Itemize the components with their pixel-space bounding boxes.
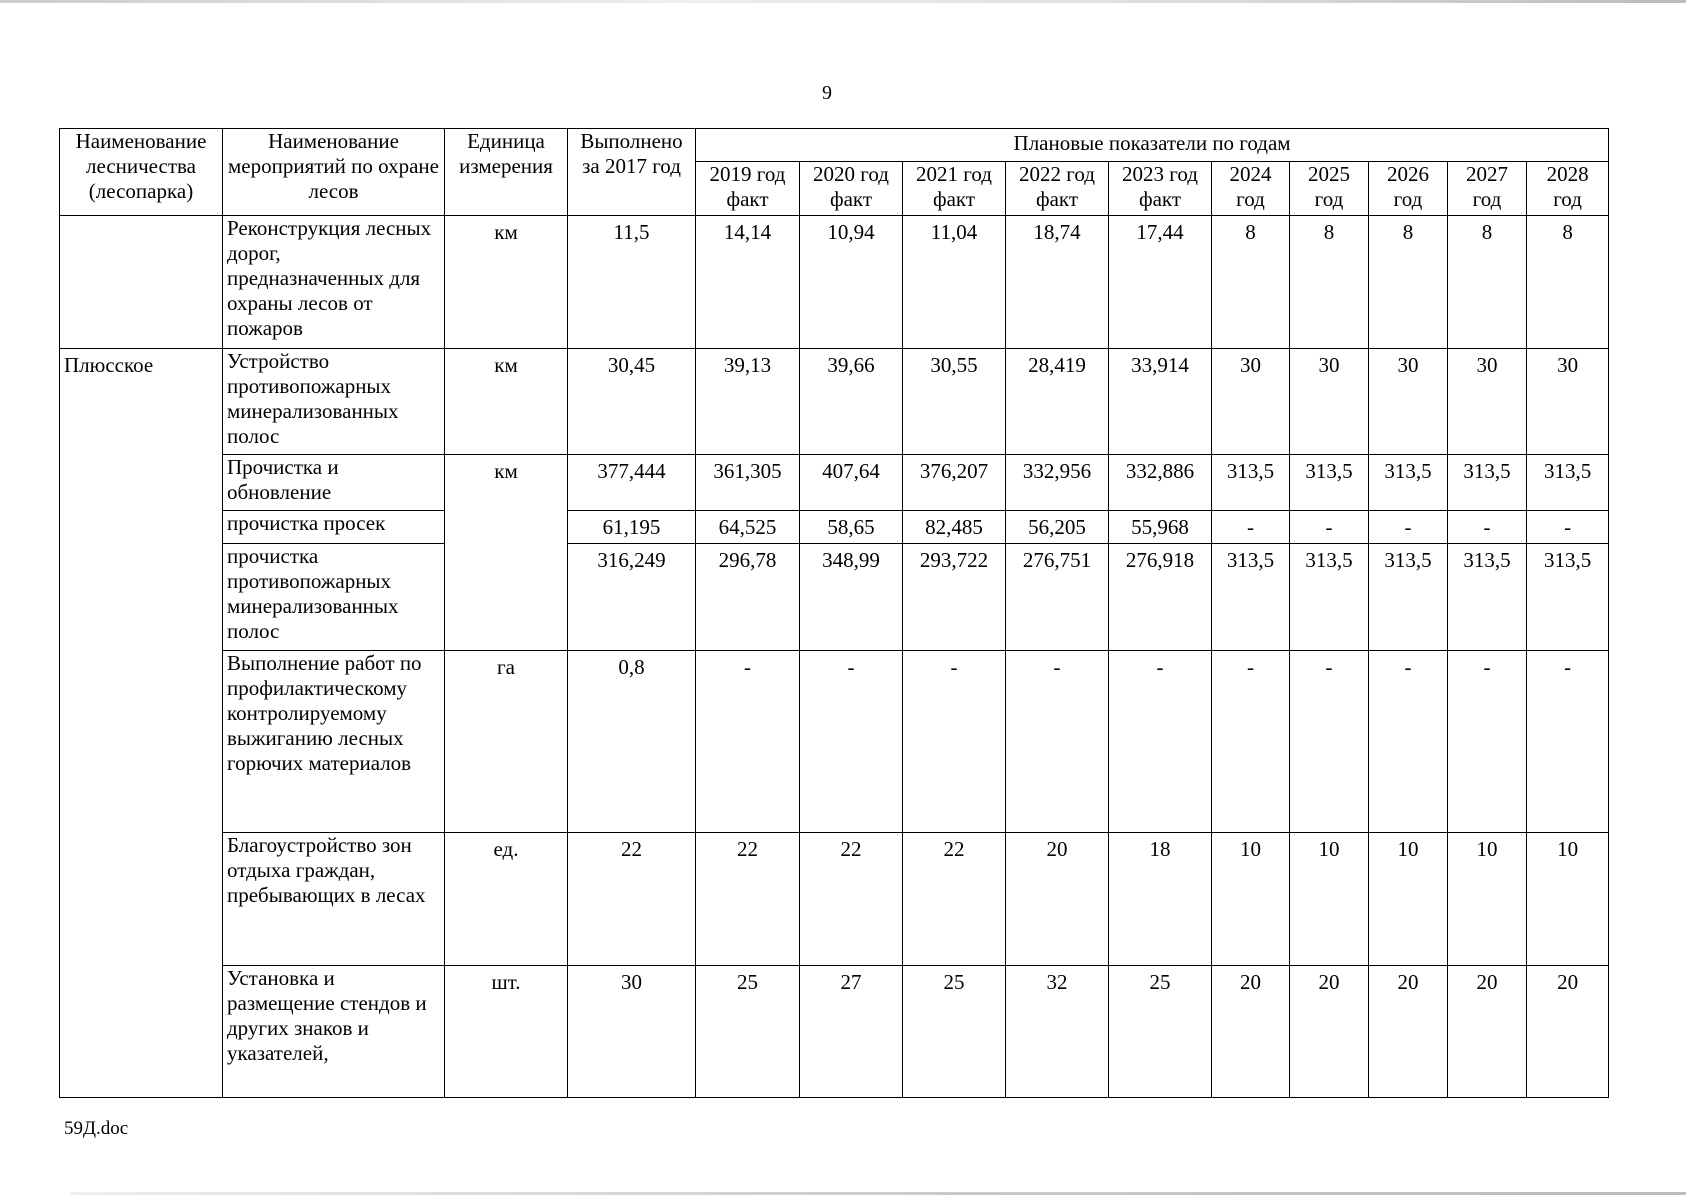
scan-edge-top [0, 0, 1686, 3]
value-cell: - [1212, 511, 1290, 544]
value-cell: 20 [1448, 966, 1527, 1098]
value-cell: 313,5 [1527, 544, 1609, 651]
value-cell: 20 [1369, 966, 1448, 1098]
forestry-cell [60, 216, 223, 349]
value-cell: 25 [903, 966, 1006, 1098]
table-row [60, 651, 1609, 833]
measure-cell: Реконструкция лесных дорог, предназначенных для охраны лесов от пожаров [223, 216, 445, 349]
value-cell: 14,14 [696, 216, 800, 349]
value-cell: - [903, 651, 1006, 833]
forest-protection-table [59, 128, 1609, 1098]
value-cell: 313,5 [1290, 544, 1369, 651]
footer-filename: 59Д.doc [64, 1118, 129, 1139]
table-row [60, 349, 1609, 455]
header-year: 2026 год [1369, 162, 1448, 216]
unit-cell: км [445, 349, 568, 455]
value-cell: 20 [1290, 966, 1369, 1098]
header-year: 2023 год факт [1109, 162, 1212, 216]
value-cell: 25 [696, 966, 800, 1098]
done-2017-cell: 0,8 [568, 651, 696, 833]
header-plan: Плановые показатели по годам [696, 129, 1609, 162]
value-cell: 58,65 [800, 511, 903, 544]
value-cell: 8 [1290, 216, 1369, 349]
value-cell: 17,44 [1109, 216, 1212, 349]
value-cell: 30 [1369, 349, 1448, 455]
value-cell: 10 [1212, 833, 1290, 966]
value-cell: 313,5 [1527, 455, 1609, 511]
value-cell: 30,55 [903, 349, 1006, 455]
header-year: 2021 год факт [903, 162, 1006, 216]
value-cell: 18,74 [1006, 216, 1109, 349]
value-cell: 20 [1212, 966, 1290, 1098]
value-cell: 376,207 [903, 455, 1006, 511]
table-row [60, 511, 1609, 544]
value-cell: 313,5 [1212, 455, 1290, 511]
value-cell: 30 [1290, 349, 1369, 455]
value-cell: 64,525 [696, 511, 800, 544]
value-cell: 11,04 [903, 216, 1006, 349]
done-2017-cell: 30,45 [568, 349, 696, 455]
header-unit: Единица измерения [445, 129, 568, 216]
table-row [60, 544, 1609, 651]
value-cell: 20 [1006, 833, 1109, 966]
done-2017-cell: 61,195 [568, 511, 696, 544]
value-cell: 10 [1369, 833, 1448, 966]
value-cell: 296,78 [696, 544, 800, 651]
scan-edge-bottom [70, 1192, 1686, 1195]
value-cell: - [1369, 651, 1448, 833]
value-cell: - [1290, 651, 1369, 833]
value-cell: 313,5 [1212, 544, 1290, 651]
forestry-cell: Плюсское [60, 349, 223, 1098]
done-2017-cell: 22 [568, 833, 696, 966]
header-year: 2024 год [1212, 162, 1290, 216]
value-cell: 32 [1006, 966, 1109, 1098]
value-cell: 313,5 [1369, 544, 1448, 651]
value-cell: 22 [800, 833, 903, 966]
done-2017-cell: 377,444 [568, 455, 696, 511]
value-cell: - [1527, 511, 1609, 544]
unit-cell: ед. [445, 833, 568, 966]
measure-cell: прочистка противопожарных минерализованных полос [223, 544, 445, 651]
header-year: 2028 год [1527, 162, 1609, 216]
measure-cell: Прочистка и обновление [223, 455, 445, 511]
measure-cell: Благоустройство зон отдыха граждан, пребывающих в лесах [223, 833, 445, 966]
value-cell: - [1006, 651, 1109, 833]
value-cell: 8 [1369, 216, 1448, 349]
value-cell: - [1109, 651, 1212, 833]
value-cell: - [1527, 651, 1609, 833]
value-cell: 39,66 [800, 349, 903, 455]
value-cell: - [1369, 511, 1448, 544]
value-cell: 8 [1212, 216, 1290, 349]
value-cell: 276,751 [1006, 544, 1109, 651]
value-cell: 332,956 [1006, 455, 1109, 511]
value-cell: - [1448, 511, 1527, 544]
unit-cell: га [445, 651, 568, 833]
value-cell: 8 [1448, 216, 1527, 349]
done-2017-cell: 30 [568, 966, 696, 1098]
value-cell: 313,5 [1290, 455, 1369, 511]
table-row [60, 216, 1609, 349]
value-cell: 39,13 [696, 349, 800, 455]
value-cell: 55,968 [1109, 511, 1212, 544]
done-2017-cell: 316,249 [568, 544, 696, 651]
value-cell: 407,64 [800, 455, 903, 511]
value-cell: - [1448, 651, 1527, 833]
value-cell: - [1290, 511, 1369, 544]
value-cell: 82,485 [903, 511, 1006, 544]
header-year: 2027 год [1448, 162, 1527, 216]
table-row [60, 455, 1609, 511]
value-cell: 10,94 [800, 216, 903, 349]
header-done-2017: Выполнено за 2017 год [568, 129, 696, 216]
value-cell: 27 [800, 966, 903, 1098]
value-cell: - [1212, 651, 1290, 833]
header-year: 2025 год [1290, 162, 1369, 216]
measure-cell: прочистка просек [223, 511, 445, 544]
value-cell: 30 [1212, 349, 1290, 455]
value-cell: 313,5 [1448, 455, 1527, 511]
value-cell: - [696, 651, 800, 833]
done-2017-cell: 11,5 [568, 216, 696, 349]
value-cell: 22 [903, 833, 1006, 966]
value-cell: 28,419 [1006, 349, 1109, 455]
measure-cell: Установка и размещение стендов и других знаков и указателей, [223, 966, 445, 1098]
value-cell: 313,5 [1448, 544, 1527, 651]
header-measure: Наименование мероприятий по охране лесов [223, 129, 445, 216]
value-cell: 56,205 [1006, 511, 1109, 544]
value-cell: 20 [1527, 966, 1609, 1098]
measure-cell: Устройство противопожарных минерализованных полос [223, 349, 445, 455]
value-cell: 276,918 [1109, 544, 1212, 651]
unit-cell: км [445, 216, 568, 349]
value-cell: 10 [1527, 833, 1609, 966]
page-number: 9 [822, 82, 832, 104]
header-year: 2019 год факт [696, 162, 800, 216]
header-year: 2022 год факт [1006, 162, 1109, 216]
header-year: 2020 год факт [800, 162, 903, 216]
value-cell: 8 [1527, 216, 1609, 349]
value-cell: 18 [1109, 833, 1212, 966]
value-cell: 25 [1109, 966, 1212, 1098]
unit-cell: км [445, 455, 568, 651]
header-forestry: Наименование лесничества (лесопарка) [60, 129, 223, 216]
value-cell: 30 [1448, 349, 1527, 455]
measure-cell: Выполнение работ по профилактическому контролируемому выжиганию лесных горючих материалов [223, 651, 445, 833]
table-row [60, 833, 1609, 966]
value-cell: 361,305 [696, 455, 800, 511]
value-cell: 33,914 [1109, 349, 1212, 455]
value-cell: 22 [696, 833, 800, 966]
value-cell: 10 [1448, 833, 1527, 966]
unit-cell: шт. [445, 966, 568, 1098]
table-row [60, 966, 1609, 1098]
value-cell: 348,99 [800, 544, 903, 651]
value-cell: 30 [1527, 349, 1609, 455]
value-cell: 332,886 [1109, 455, 1212, 511]
value-cell: 313,5 [1369, 455, 1448, 511]
value-cell: 10 [1290, 833, 1369, 966]
value-cell: - [800, 651, 903, 833]
value-cell: 293,722 [903, 544, 1006, 651]
